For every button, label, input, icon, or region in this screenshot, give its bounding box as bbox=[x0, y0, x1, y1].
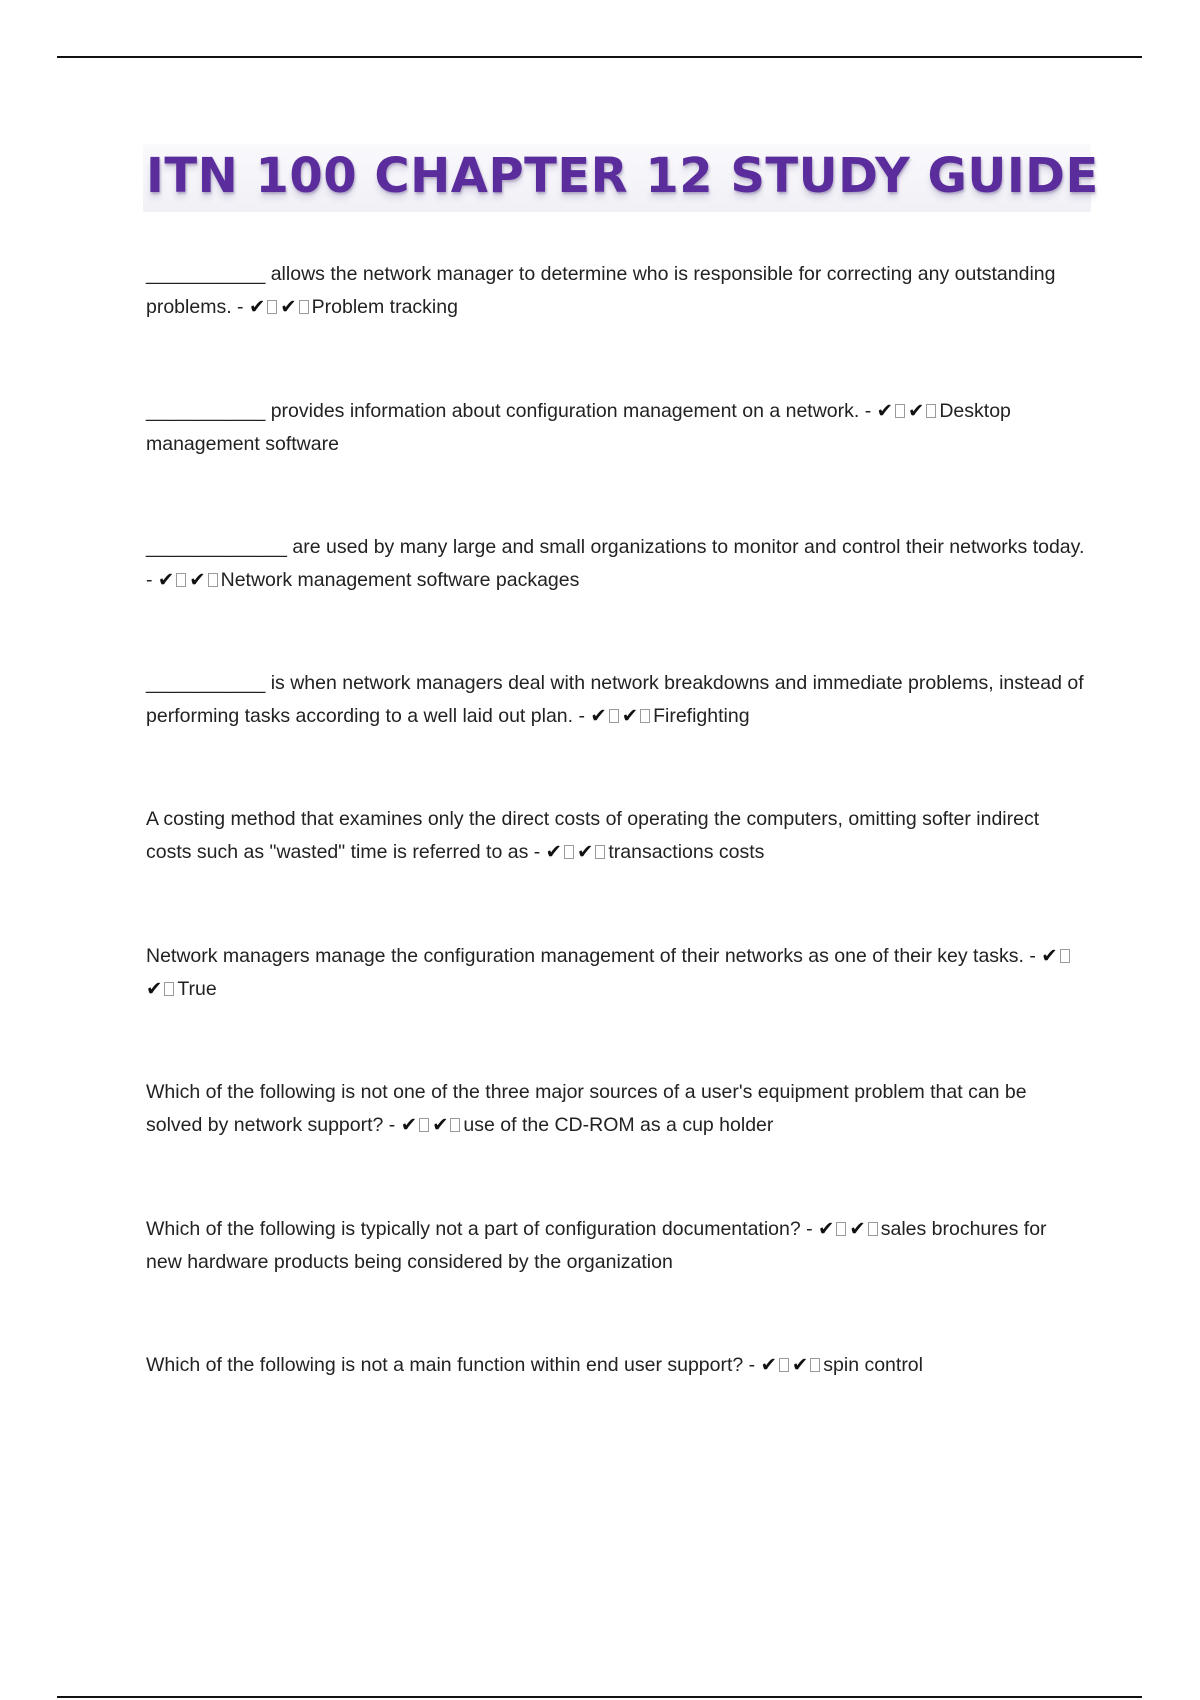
page-title: ITN 100 CHAPTER 12 STUDY GUIDE bbox=[146, 148, 1099, 204]
check-icon: ✔ bbox=[876, 400, 893, 422]
check-icon: ✔ bbox=[577, 841, 594, 863]
check-icon: ✔ bbox=[189, 569, 206, 591]
qa-item bbox=[146, 531, 1086, 597]
question-text: ___________ allows the network manager to determine who is responsible for correcting any outstanding problems. - bbox=[146, 263, 1056, 318]
question-text: _____________ are used by many large and small organizations to monitor and control their networks today. - bbox=[146, 536, 1085, 591]
box-icon bbox=[419, 1118, 429, 1132]
qa-item bbox=[146, 1213, 1086, 1279]
box-icon bbox=[267, 300, 277, 314]
box-icon bbox=[868, 1222, 878, 1236]
question-text: Network managers manage the configuration management of their networks as one of their key tasks. - bbox=[146, 945, 1036, 967]
question-text: ___________ is when network managers deal with network breakdowns and immediate problems, instead of performing tasks according to a well laid out plan. - bbox=[146, 672, 1084, 727]
answer-text: Network management software packages bbox=[220, 569, 580, 591]
question-text: Which of the following is not a main function within end user support? - bbox=[146, 1354, 756, 1376]
box-icon bbox=[564, 845, 574, 859]
check-icon: ✔ bbox=[545, 841, 563, 863]
check-icon: ✔ bbox=[248, 296, 266, 318]
box-icon bbox=[926, 404, 936, 418]
box-icon bbox=[895, 404, 905, 418]
qa-item bbox=[146, 1076, 1086, 1142]
box-icon bbox=[595, 845, 605, 859]
qa-item bbox=[146, 667, 1086, 733]
answer-text: Problem tracking bbox=[311, 296, 458, 318]
footer-rule bbox=[57, 1696, 1142, 1698]
check-icon: ✔ bbox=[849, 1218, 866, 1240]
box-icon bbox=[164, 982, 174, 996]
answer-text: sales brochures for new hardware products being considered by the organization bbox=[146, 1218, 1047, 1273]
check-icon: ✔ bbox=[400, 1114, 418, 1136]
box-icon bbox=[810, 1358, 820, 1372]
check-icon: ✔ bbox=[146, 978, 163, 1000]
question-text: Which of the following is not one of the three major sources of a user's equipment problem that can be solved by network support? - bbox=[146, 1081, 1027, 1136]
answer-text: True bbox=[177, 978, 217, 1000]
check-icon: ✔ bbox=[157, 569, 175, 591]
answer-text: use of the CD-ROM as a cup holder bbox=[463, 1114, 774, 1136]
question-text: A costing method that examines only the direct costs of operating the computers, omitting softer indirect costs such as "wasted" time is referred to as - bbox=[146, 808, 1040, 863]
qa-item bbox=[146, 940, 1086, 1006]
box-icon bbox=[836, 1222, 846, 1236]
qa-item bbox=[146, 395, 1086, 461]
question-text: ___________ provides information about configuration management on a network. - bbox=[146, 400, 872, 422]
question-text: Which of the following is typically not a part of configuration documentation? - bbox=[146, 1218, 813, 1240]
box-icon bbox=[609, 709, 619, 723]
qa-item bbox=[146, 1349, 1086, 1382]
check-icon: ✔ bbox=[432, 1114, 449, 1136]
box-icon bbox=[640, 709, 650, 723]
check-icon: ✔ bbox=[1041, 945, 1058, 967]
check-icon: ✔ bbox=[280, 296, 297, 318]
box-icon bbox=[176, 573, 186, 587]
qa-item bbox=[146, 803, 1086, 869]
check-icon: ✔ bbox=[590, 705, 607, 727]
answer-text: Firefighting bbox=[653, 705, 750, 727]
box-icon bbox=[1060, 949, 1070, 963]
header-rule bbox=[57, 56, 1142, 58]
box-icon bbox=[779, 1358, 789, 1372]
check-icon: ✔ bbox=[818, 1218, 835, 1240]
check-icon: ✔ bbox=[791, 1354, 809, 1376]
check-icon: ✔ bbox=[908, 400, 925, 422]
check-icon: ✔ bbox=[621, 705, 639, 727]
answer-text: transactions costs bbox=[608, 841, 765, 863]
box-icon bbox=[450, 1118, 460, 1132]
qa-item bbox=[146, 258, 1086, 324]
box-icon bbox=[208, 573, 218, 587]
check-icon: ✔ bbox=[760, 1354, 777, 1376]
answer-text: Desktop management software bbox=[146, 400, 1011, 455]
answer-text: spin control bbox=[823, 1354, 923, 1376]
box-icon bbox=[299, 300, 309, 314]
